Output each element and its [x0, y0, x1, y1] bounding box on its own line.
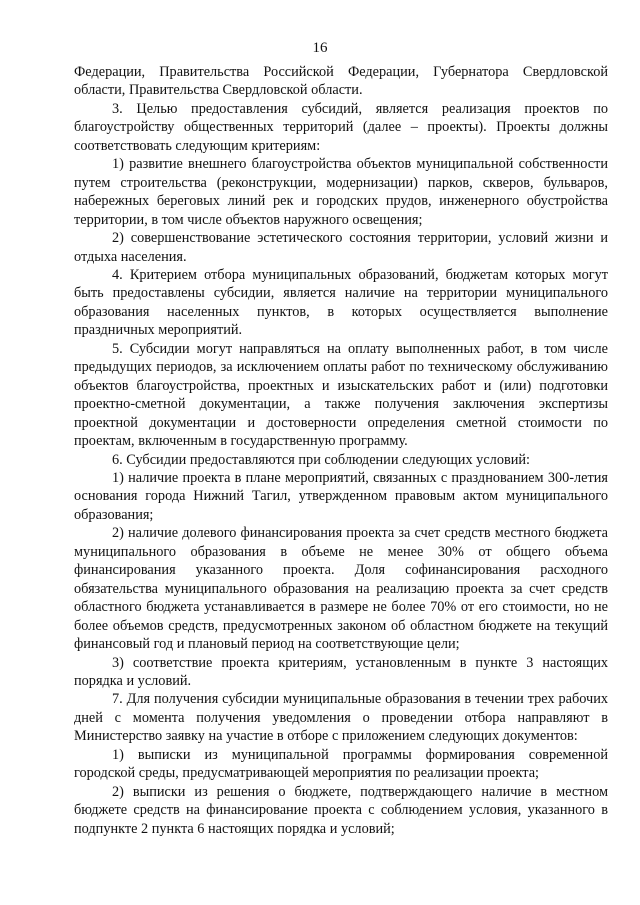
paragraph: 3. Целью предоставления субсидий, является реализация проектов по благоустройству общественных территорий (далее – проекты). Проекты должны соответствовать следующим критериям:	[74, 100, 608, 154]
paragraph: 2) наличие долевого финансирования проекта за счет средств местного бюджета муниципального образования в объеме не менее 30% от общего объема финансирования указанного проекта. Доля софинансирования расходного обязательства муниципального образования на реализацию проекта за счет средств областного бюджета устанавливается в размере не более 70% от его стоимости, но не более объемов средств, предусмотренных законом об областном бюджете на текущий финансовый год и плановый период на соответствующие цели;	[74, 525, 608, 653]
paragraph: Федерации, Правительства Российской Федерации, Губернатора Свердловской области, Правительства Свердловской области.	[74, 64, 608, 99]
paragraph: 4. Критерием отбора муниципальных образований, бюджетам которых могут быть предоставлены субсидии, является наличие на территории муниципального образования населенных пунктов, в которых осуществляется выполнение праздничных мероприятий.	[74, 266, 608, 339]
document-body	[74, 63, 608, 838]
paragraph: 3) соответствие проекта критериям, установленным в пункте 3 настоящих порядка и условий.	[74, 654, 608, 689]
paragraph: 2) выписки из решения о бюджете, подтверждающего наличие в местном бюджете средств на финансирование проекта с соблюдением условия, указанного в подпункте 2 пункта 6 настоящих порядка и условий;	[74, 783, 608, 837]
paragraph: 1) наличие проекта в плане мероприятий, связанных с празднованием 300-летия основания города Нижний Тагил, утвержденном правовым актом муниципального образования;	[74, 469, 608, 523]
paragraph: 6. Субсидии предоставляются при соблюдении следующих условий:	[112, 451, 530, 468]
paragraph: 7. Для получения субсидии муниципальные образования в течении трех рабочих дней с момента получения уведомления о проведении отбора направляют в Министерство заявку на участие в отборе с приложением следующих документов:	[74, 691, 608, 745]
paragraph: 2) совершенствование эстетического состояния территории, условий жизни и отдыха населения.	[74, 230, 608, 265]
paragraph: 1) развитие внешнего благоустройства объектов муниципальной собственности путем строительства (реконструкции, модернизации) парков, скверов, бульваров, набережных береговых линий рек и городских прудов, инженерного обустройства территории, в том числе объектов наружного освещения;	[74, 156, 608, 228]
paragraph: 1) выписки из муниципальной программы формирования современной городской среды, предусматривающей мероприятия по реализации проекта;	[74, 746, 608, 782]
page-number: 16	[312, 40, 328, 56]
paragraph: 5. Субсидии могут направляться на оплату выполненных работ, в том числе предыдущих периодов, за исключением оплаты работ по техническому обслуживанию объектов благоустройства, проектных и изыскательских работ и (или) подготовки проектно-сметной документации, а также получения заключения экспертизы проектной документации и достоверности определения сметной стоимости по проектам, включенным в государственную программу.	[74, 340, 608, 450]
